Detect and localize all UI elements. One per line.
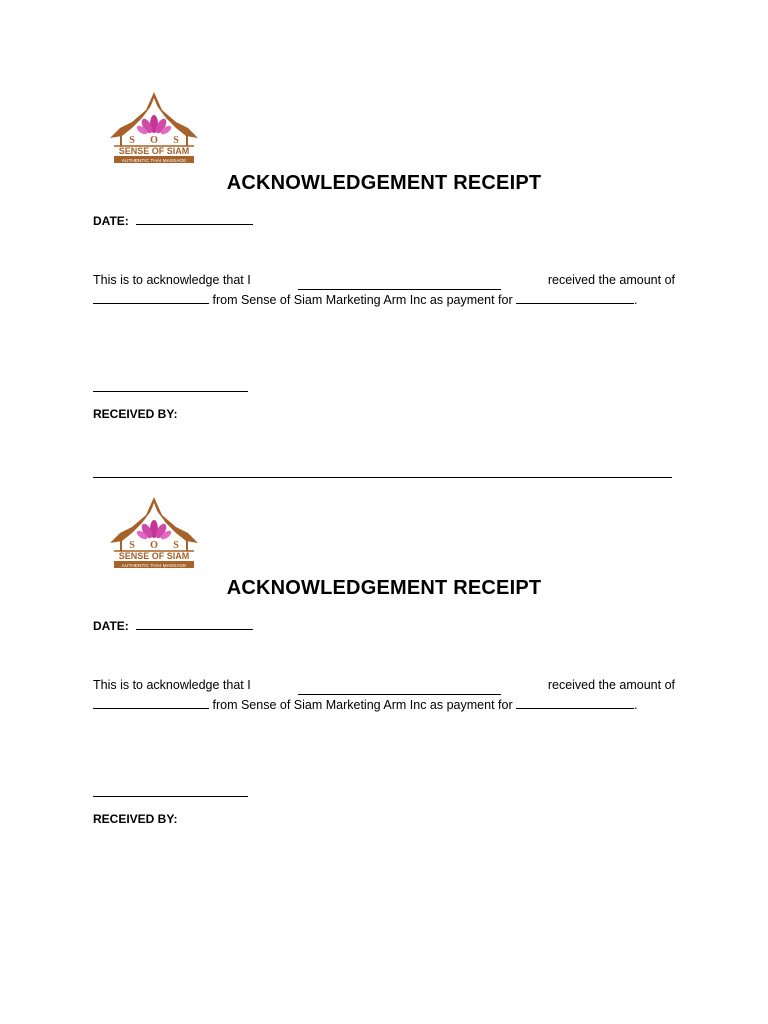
logo-letter-o: O <box>150 540 158 551</box>
logo-brand: SENSE OF SIAM <box>118 551 190 561</box>
text-received: received the amount of <box>547 678 675 692</box>
receipt-1 <box>0 0 768 421</box>
logo-tagline: AUTHENTIC THAI MASSAGE <box>121 159 187 164</box>
name-field[interactable] <box>298 279 501 290</box>
receipt-2 <box>0 405 768 826</box>
logo-brand: SENSE OF SIAM <box>118 146 190 156</box>
payment-purpose-field[interactable] <box>516 293 634 304</box>
text-end: . <box>634 698 638 712</box>
amount-field[interactable] <box>93 293 209 304</box>
sense-of-siam-logo <box>106 88 202 164</box>
date-label: DATE: <box>93 214 129 228</box>
text-end: . <box>634 293 638 307</box>
text-start: This is to acknowledge that I <box>93 273 251 287</box>
date-label: DATE: <box>93 619 129 633</box>
date-row <box>93 214 253 228</box>
logo-letter-s1: S <box>129 540 135 551</box>
date-row <box>93 619 253 633</box>
logo-graphic <box>106 493 202 569</box>
amount-field[interactable] <box>93 698 209 709</box>
text-received: received the amount of <box>547 273 675 287</box>
logo-letter-o: O <box>150 135 158 146</box>
acknowledgement-text <box>93 675 675 715</box>
text-from: from Sense of Siam Marketing Arm Inc as payment for <box>212 698 513 712</box>
logo-graphic <box>106 88 202 164</box>
received-by-label: RECEIVED BY: <box>93 812 178 826</box>
receipt-title: ACKNOWLEDGEMENT RECEIPT <box>226 172 542 194</box>
receipt-title: ACKNOWLEDGEMENT RECEIPT <box>226 577 542 599</box>
text-from: from Sense of Siam Marketing Arm Inc as payment for <box>212 293 513 307</box>
received-by-label: RECEIVED BY: <box>93 407 178 421</box>
logo-letter-s1: S <box>129 135 135 146</box>
text-start: This is to acknowledge that I <box>93 678 251 692</box>
payment-purpose-field[interactable] <box>516 698 634 709</box>
acknowledgement-text <box>93 270 675 310</box>
name-field[interactable] <box>298 684 501 695</box>
date-field[interactable] <box>136 214 253 225</box>
signature-line[interactable] <box>93 391 248 392</box>
sense-of-siam-logo <box>106 493 202 569</box>
logo-letter-s2: S <box>173 135 179 146</box>
logo-letter-s2: S <box>173 540 179 551</box>
logo-tagline: AUTHENTIC THAI MASSAGE <box>121 564 187 569</box>
date-field[interactable] <box>136 619 253 630</box>
signature-line[interactable] <box>93 796 248 797</box>
